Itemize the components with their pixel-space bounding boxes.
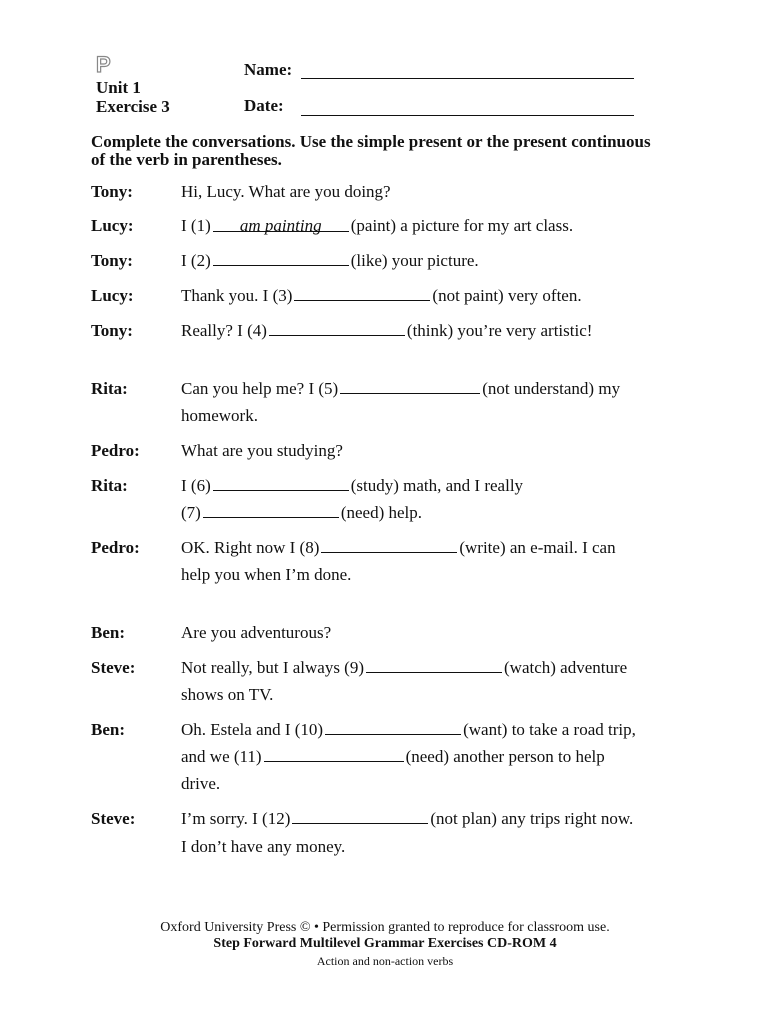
speaker-label: Ben: [91, 623, 125, 642]
speaker-label: Lucy: [91, 216, 134, 235]
line-text: I don’t have any money. [181, 837, 346, 856]
dialogue-line [181, 836, 345, 858]
answer-blank[interactable] [264, 746, 404, 762]
dialogue-line [181, 719, 636, 741]
dialogue-line [181, 181, 391, 203]
line-text: and we (11) [181, 747, 262, 766]
instructions: Complete the conversations. Use the simple present or the present continuous of the verb in parentheses. [91, 132, 651, 169]
line-text: homework. [181, 406, 258, 425]
line-text: (study) math, and I really [350, 476, 524, 495]
speaker-label: Steve: [91, 809, 136, 828]
answer-blank[interactable] [340, 378, 480, 394]
line-text: What are you studying? [181, 441, 343, 460]
line-text: (want) to take a road trip, [463, 720, 636, 739]
dialogue-line [181, 320, 592, 342]
line-text: I’m sorry. I (12) [181, 809, 291, 828]
dialogue-line [181, 537, 616, 559]
answer-blank[interactable] [292, 808, 428, 824]
line-text: (7) [181, 503, 201, 522]
line-text: I (2) [181, 251, 211, 270]
speaker-label: Tony: [91, 251, 133, 270]
answer-blank[interactable] [213, 250, 349, 266]
speaker-label: Lucy: [91, 286, 134, 305]
line-text: (not paint) very often. [432, 286, 582, 305]
speaker-label: Tony: [91, 321, 133, 340]
name-field[interactable] [301, 78, 634, 79]
speaker-label: Rita: [91, 379, 128, 398]
answer-blank[interactable] [213, 475, 349, 491]
line-text: (write) an e-mail. I can [459, 538, 616, 557]
name-label: Name: [244, 60, 293, 79]
line-text: help you when I’m done. [181, 565, 352, 584]
line-text: I (1) [181, 216, 211, 235]
footer-title: Step Forward Multilevel Grammar Exercises CD-ROM 4 [213, 936, 557, 951]
line-text: Hi, Lucy. What are you doing? [181, 182, 391, 201]
answer-blank[interactable] [269, 320, 405, 336]
line-text: drive. [181, 774, 221, 793]
dialogue-line [181, 440, 343, 462]
line-text: (need) another person to help [405, 747, 605, 766]
date-field[interactable] [301, 115, 634, 116]
exercise-label: Exercise 3 [96, 97, 170, 116]
logo: P [96, 52, 111, 77]
answer-blank[interactable] [294, 285, 430, 301]
dialogue-line [181, 502, 422, 524]
dialogue-line [181, 746, 605, 768]
line-text: (paint) a picture for my art class. [350, 216, 574, 235]
dialogue-line [181, 657, 627, 679]
dialogue-line [181, 215, 573, 237]
dialogue-line [181, 250, 479, 272]
unit-label: Unit 1 [96, 78, 141, 97]
answer-blank[interactable] [325, 719, 461, 735]
dialogue-line [181, 808, 633, 830]
speaker-label: Pedro: [91, 538, 140, 557]
line-text: OK. Right now I (8) [181, 538, 320, 557]
line-text: (watch) adventure [504, 658, 628, 677]
line-text: Are you adventurous? [181, 623, 332, 642]
dialogue-line [181, 684, 273, 706]
line-text: Can you help me? I (5) [181, 379, 339, 398]
line-text: Really? I (4) [181, 321, 267, 340]
answer-blank[interactable] [321, 537, 457, 553]
line-text: (not plan) any trips right now. [430, 809, 634, 828]
line-text: (like) your picture. [350, 251, 479, 270]
footer-copyright: Oxford University Press © • Permission granted to reproduce for classroom use. [160, 920, 610, 935]
footer-subtitle: Action and non-action verbs [316, 954, 454, 968]
dialogue-line [181, 378, 620, 400]
answer-blank[interactable] [203, 502, 339, 518]
date-label: Date: [244, 96, 284, 115]
speaker-label: Steve: [91, 658, 136, 677]
answer-blank[interactable] [366, 657, 502, 673]
dialogue-line [181, 405, 258, 427]
dialogue-line [181, 622, 331, 644]
line-text: (need) help. [340, 503, 423, 522]
line-text: shows on TV. [181, 685, 274, 704]
dialogue-line [181, 773, 220, 795]
line-text: Thank you. I (3) [181, 286, 293, 305]
speaker-label: Pedro: [91, 441, 140, 460]
dialogue-line [181, 475, 523, 497]
dialogue-line [181, 564, 351, 586]
dialogue-line [181, 285, 582, 307]
line-text: I (6) [181, 476, 211, 495]
speaker-label: Ben: [91, 720, 125, 739]
line-text: Not really, but I always (9) [181, 658, 365, 677]
line-text: (think) you’re very artistic! [406, 321, 593, 340]
line-text: (not understand) my [482, 379, 621, 398]
speaker-label: Rita: [91, 476, 128, 495]
answer-blank[interactable]: am painting [213, 216, 349, 232]
speaker-label: Tony: [91, 182, 133, 201]
line-text: Oh. Estela and I (10) [181, 720, 324, 739]
